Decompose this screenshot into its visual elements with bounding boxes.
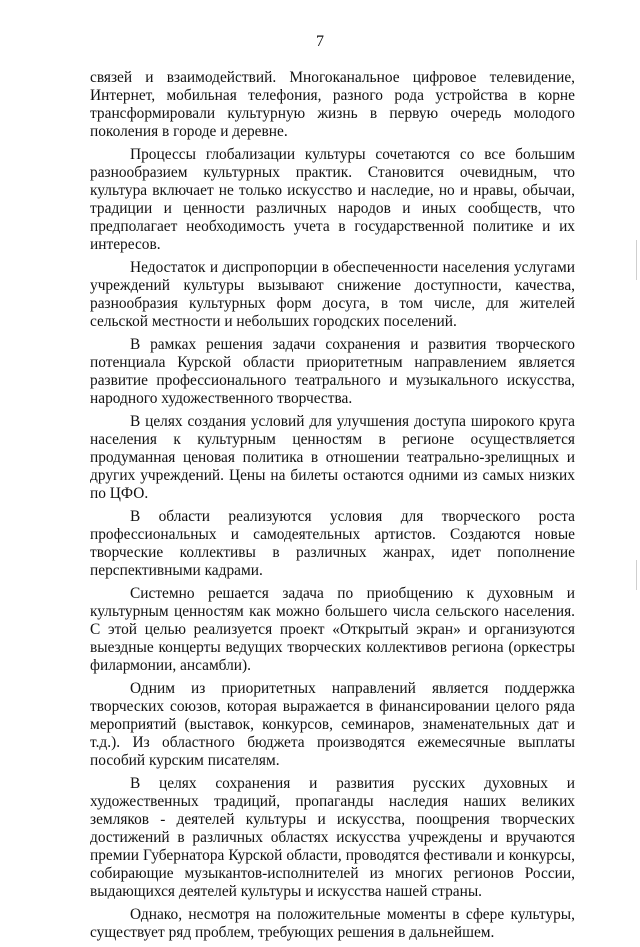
paragraph-5: В целях создания условий для улучшения доступа широкого круга населения к культурным ценностям в регионе осуществляется продуманная ценовая политика в отношении театрально-зрелищных и других учреждений. Цены на билеты остаются одними из самых низких по ЦФО. bbox=[90, 413, 575, 502]
page-number: 7 bbox=[316, 33, 324, 50]
paragraph-8: Одним из приоритетных направлений является поддержка творческих союзов, которая выражается в финансировании целого ряда мероприятий (выставок, конкурсов, семинаров, знаменательных дат и т.д.). Из областного бюджета производятся ежемесячные выплаты пособий курским писателям. bbox=[90, 680, 575, 769]
paragraph-3: Недостаток и диспропорции в обеспеченности населения услугами учреждений культуры вызывают снижение доступности, качества, разнообразия культурных форм досуга, в том числе, для жителей сельской местности и небольших городских поселений. bbox=[90, 259, 575, 330]
paragraph-2: Процессы глобализации культуры сочетаются со все большим разнообразием культурных практик. Становится очевидным, что культура включает не только искусство и наследие, но и нравы, обычаи, традиции и ценности различных народов и иных сообществ, что предполагает необходимость учета в государственной политике и их интересов. bbox=[90, 146, 575, 253]
paragraph-9: В целях сохранения и развития русских духовных и художественных традиций, пропаганды наследия наших великих земляков - деятелей культуры и искусства, поощрения творческих достижений в различных областях искусства учреждены и вручаются премии Губернатора Курской области, проводятся фестивали и конкурсы, собирающие музыкантов-исполнителей из многих регионов России, выдающихся деятелей культуры и искусства нашей страны. bbox=[90, 775, 575, 900]
paragraph-6: В области реализуются условия для творческого роста профессиональных и самодеятельных артистов. Создаются новые творческие коллективы в различных жанрах, идет пополнение перспективными кадрами. bbox=[90, 508, 575, 579]
scan-edge-mark bbox=[636, 560, 637, 590]
scan-edge-mark bbox=[636, 240, 637, 280]
paragraph-7: Системно решается задача по приобщению к духовным и культурным ценностям как можно большего числа сельского населения. С этой целью реализуется проект «Открытый экран» и организуются выездные концерты ведущих творческих коллективов региона (оркестры филармонии, ансамбли). bbox=[90, 585, 575, 674]
paragraph-1: связей и взаимодействий. Многоканальное цифровое телевидение, Интернет, мобильная телефония, разного рода устройства в корне трансформировали культурную жизнь в первую очередь молодого поколения в городе и деревне. bbox=[90, 69, 575, 140]
body-text bbox=[90, 69, 575, 947]
paragraph-4: В рамках решения задачи сохранения и развития творческого потенциала Курской области приоритетным направлением является развитие профессионального театрального и музыкального искусства, народного художественного творчества. bbox=[90, 336, 575, 407]
paragraph-10: Однако, несмотря на положительные моменты в сфере культуры, существует ряд проблем, требующих решения в дальнейшем. bbox=[90, 906, 575, 941]
